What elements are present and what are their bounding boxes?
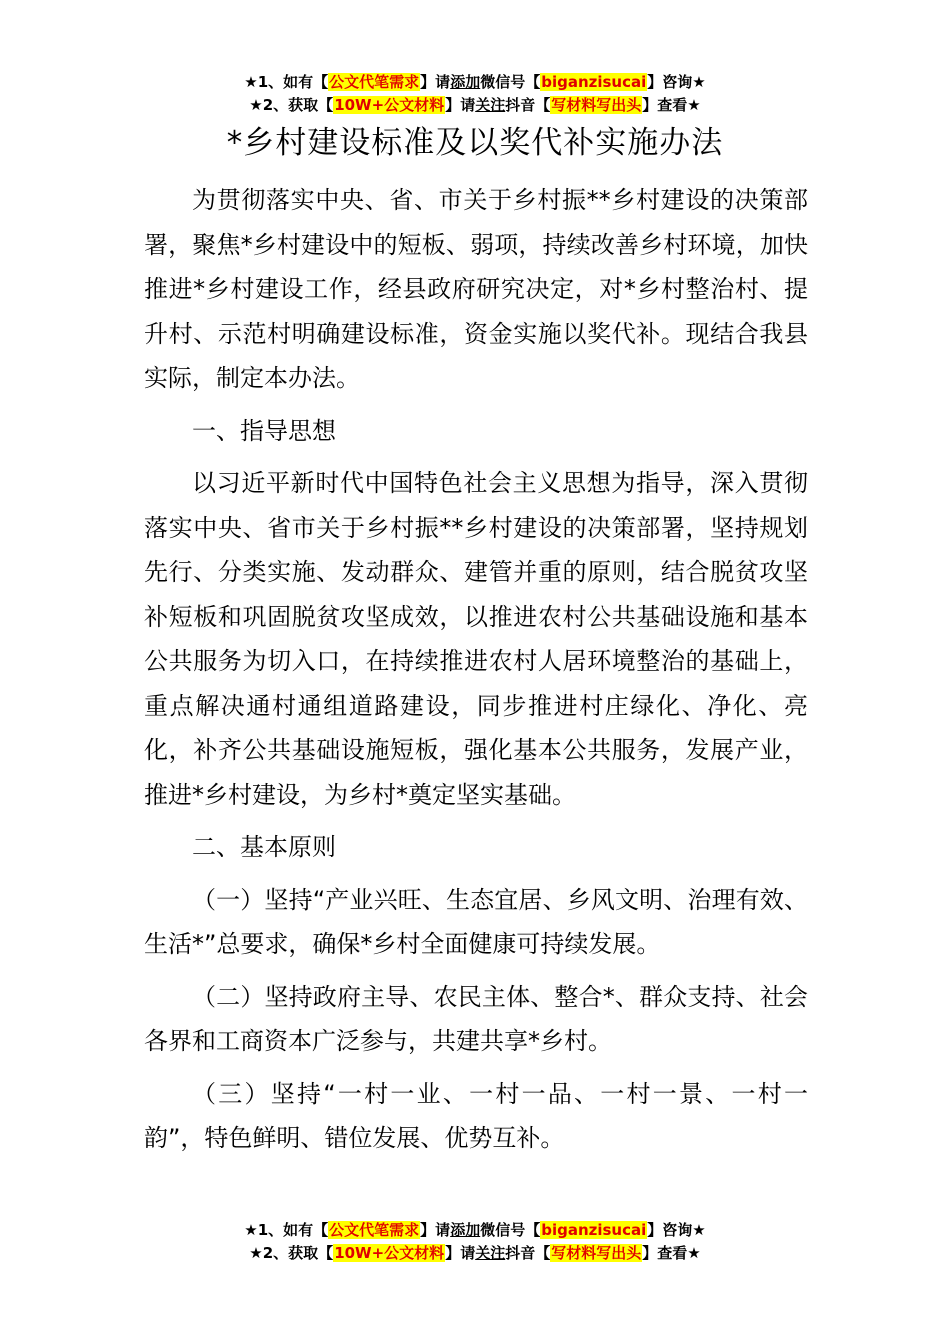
promo-text: 】查看★: [642, 96, 701, 114]
promo-highlight: biganzisucai: [541, 1221, 647, 1239]
principle-item-3: （三）坚持“一村一业、一村一品、一村一景、一村一韵”，特色鲜明、错位发展、优势互补。: [144, 1079, 808, 1152]
promo-line-bottom-2: [0, 1242, 950, 1264]
promo-highlight: 写材料写出头: [551, 96, 642, 114]
promo-text: 】咨询★: [647, 1221, 706, 1239]
promo-text: 】请: [420, 1221, 451, 1239]
promo-highlight: 公文代笔需求: [329, 73, 420, 91]
promo-text: 】咨询★: [647, 73, 706, 91]
promo-text: 】请: [445, 1244, 476, 1262]
section-heading-basic-principles: 二、基本原则: [192, 833, 336, 861]
promo-text: 2、获取【: [262, 96, 334, 114]
promo-highlight: 10W+公文材料: [334, 96, 445, 114]
star-icon: ★: [249, 1244, 263, 1262]
promo-line-top-2: [0, 94, 950, 116]
document-body: [144, 178, 808, 1161]
principle-item-2: （二）坚持政府主导、农民主体、整合*、群众支持、社会各界和工商资本广泛参与，共建共享*乡村。: [144, 982, 808, 1055]
star-icon: ★: [244, 1221, 258, 1239]
star-icon: ★: [244, 73, 258, 91]
promo-underlined: 关注: [475, 1244, 506, 1262]
promo-line-bottom-1: [0, 1219, 950, 1241]
promo-text: 抖音【: [505, 96, 551, 114]
promo-underlined: 关注: [475, 96, 506, 114]
promo-line-top-1: [0, 71, 950, 93]
document-title: *乡村建设标准及以奖代补实施办法: [226, 125, 724, 161]
promo-highlight: 公文代笔需求: [329, 1221, 420, 1239]
promo-underlined: 添加: [450, 1221, 481, 1239]
paragraph-guiding-ideology: 以习近平新时代中国特色社会主义思想为指导，深入贯彻落实中央、省市关于乡村振**乡村建设的决策部署，坚持规划先行、分类实施、发动群众、建管并重的原则，结合脱贫攻坚补短板和巩固脱贫攻坚成效，以推进农村公共基础设施和基本公共服务为切入口，在持续推进农村人居环境整治的基础上，重点解决通村通组道路建设，同步推进村庄绿化、净化、亮化，补齐公共基础设施短板，强化基本公共服务，发展产业，推进*乡村建设，为乡村*奠定坚实基础。: [144, 469, 808, 809]
promo-underlined: 添加: [450, 73, 481, 91]
promo-highlight: 写材料写出头: [551, 1244, 642, 1262]
promo-text: 抖音【: [505, 1244, 551, 1262]
promo-highlight: biganzisucai: [541, 73, 647, 91]
section-heading-guiding-ideology: 一、指导思想: [192, 416, 336, 445]
promo-highlight: 10W+公文材料: [334, 1244, 445, 1262]
promo-text: 1、如有【: [257, 1221, 329, 1239]
principle-item-1: （一）坚持“产业兴旺、生态宜居、乡风文明、治理有效、生活*”总要求，确保*乡村全面健康可持续发展。: [144, 885, 808, 958]
promo-text: 】请: [420, 73, 451, 91]
promo-text: 微信号【: [480, 73, 541, 91]
promo-text: 微信号【: [480, 1221, 541, 1239]
promo-text: 】查看★: [642, 1244, 701, 1262]
promo-text: 2、获取【: [262, 1244, 334, 1262]
star-icon: ★: [249, 96, 263, 114]
promo-text: 1、如有【: [257, 73, 329, 91]
promo-text: 】请: [445, 96, 476, 114]
paragraph-intro: 为贯彻落实中央、省、市关于乡村振**乡村建设的决策部署，聚焦*乡村建设中的短板、弱项，持续改善乡村环境，加快推进*乡村建设工作，经县政府研究决定，对*乡村整治村、提升村、示范村明确建设标准，资金实施以奖代补。现结合我县实际，制定本办法。: [144, 186, 808, 392]
